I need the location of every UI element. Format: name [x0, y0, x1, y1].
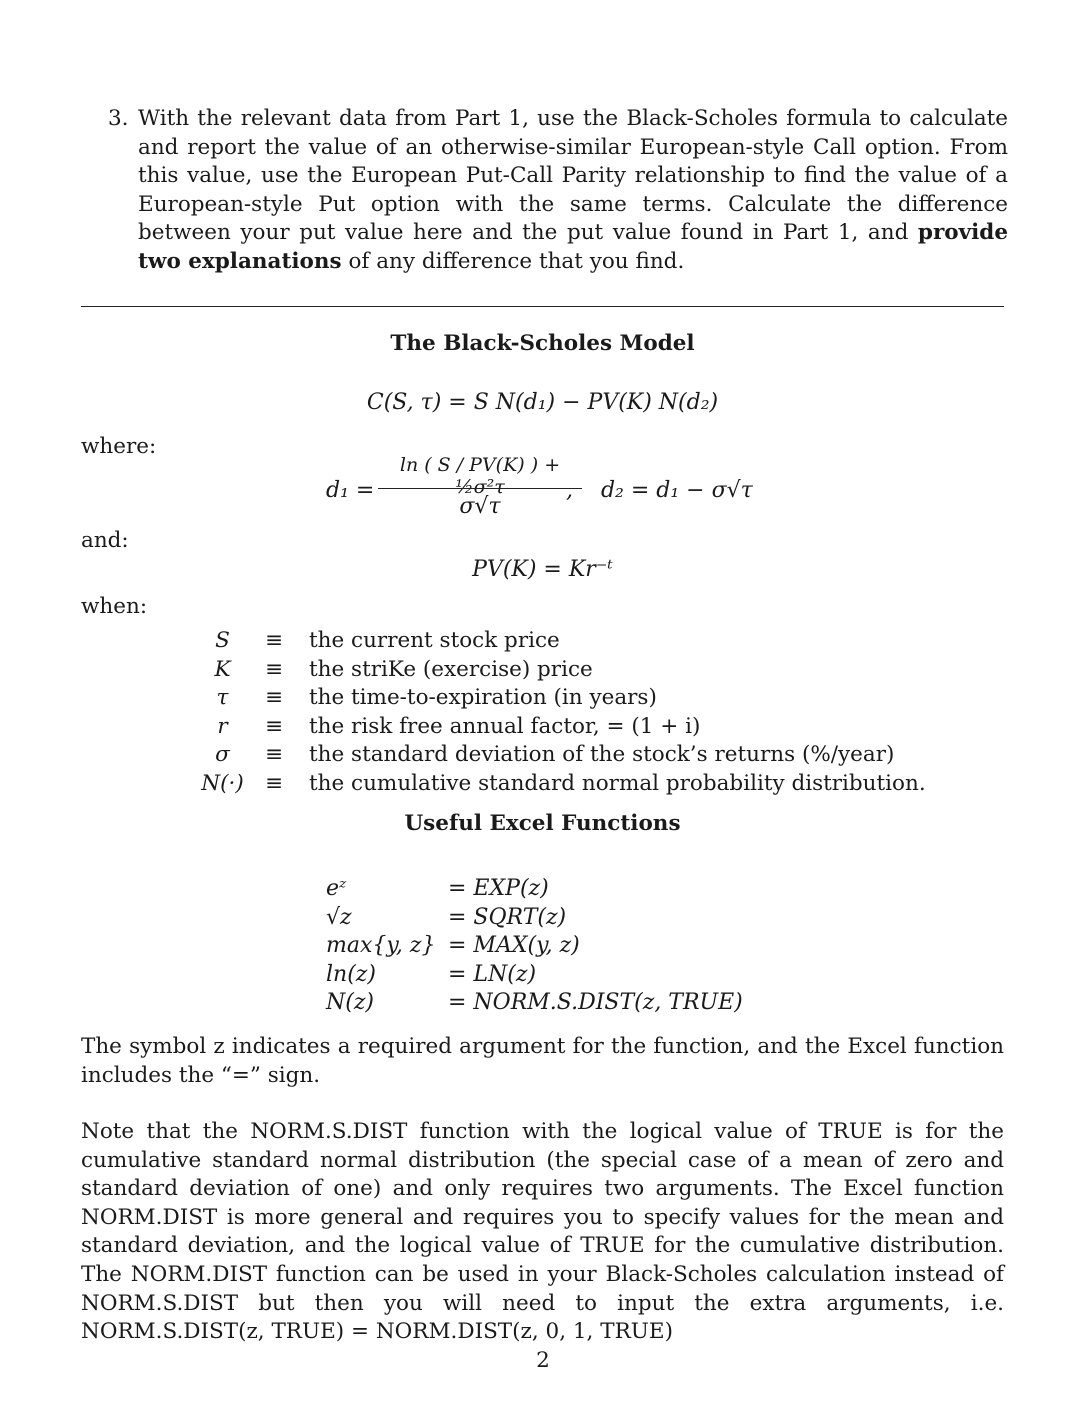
d1-numerator: ln ( S / PV(K) ) + ½σ²τ: [399, 454, 561, 498]
definition-text: the standard deviation of the stock’s returns (%/year): [309, 742, 895, 767]
function-excel: = SQRT(z): [448, 904, 567, 930]
function-math: eᶻ: [326, 876, 347, 901]
definition-symbol: τ: [216, 685, 229, 710]
black-scholes-formula: C(S, τ) = S N(d₁) − PV(K) N(d₂): [366, 390, 719, 415]
question-number: 3.: [108, 106, 129, 131]
symbol-note-paragraph: The symbol z indicates a required argument for the function, and the Excel function includes the “=” sign.: [81, 1034, 1004, 1088]
d1-fraction-bar: [378, 488, 582, 489]
question-text-end: of any difference that you find.: [341, 248, 685, 274]
function-math: ln(z): [326, 961, 376, 987]
definition-equiv: ≡: [265, 685, 284, 710]
norm-dist-note-paragraph: Note that the NORM.S.DIST function with the logical value of TRUE is for the cumulative standard normal distribution (the special case of a mean of zero and standard deviation of one) and only requires two arguments. The Excel function NORM.DIST is more general and requires you to specify values for the mean and standard deviation, and the logical value of TRUE for the cumulative distribution. The NORM.DIST function can be used in your Black-Scholes calculation instead of NORM.S.DIST but then you will need to input the extra arguments, i.e. NORM.S.DIST(z, TRUE) = NORM.DIST(z, 0, 1, TRUE): [81, 1119, 1004, 1345]
definition-symbol: S: [215, 628, 230, 653]
where-label: where:: [81, 434, 157, 459]
definition-text: the striKe (exercise) price: [309, 656, 593, 682]
section-divider: [81, 306, 1004, 307]
function-math: N(z): [326, 990, 375, 1016]
definition-equiv: ≡: [265, 770, 284, 796]
definition-equiv: ≡: [265, 628, 284, 653]
definition-symbol: σ: [215, 742, 230, 767]
definition-text: the time-to-expiration (in years): [309, 685, 657, 710]
definition-symbol: r: [217, 713, 228, 739]
function-excel: = EXP(z): [448, 876, 549, 901]
question-text: [138, 105, 1008, 277]
question-bold-text: provide two explanations: [138, 220, 1008, 274]
model-title: The Black-Scholes Model: [390, 331, 695, 356]
d2-formula: , d₂ = d₁ − σ√τ: [566, 478, 753, 503]
question-text-start: With the relevant data from Part 1, use the Black-Scholes formula to calculate and report the value of an otherwise-similar European-style Call option. From this value, use the European Put-Call Parity relationship to find the value of a European-style Put option with the same terms. Calculate the difference between your put value here and the put value found in Part 1, and: [138, 106, 1008, 246]
question-3: [108, 105, 1008, 277]
function-excel: = MAX(y, z): [448, 933, 580, 959]
definition-text: the current stock price: [309, 628, 560, 653]
function-excel: = NORM.S.DIST(z, TRUE): [448, 990, 743, 1016]
definition-text: the risk free annual factor, = (1 + i): [309, 713, 701, 739]
excel-title: Useful Excel Functions: [404, 811, 681, 836]
page-number: 2: [536, 1348, 550, 1373]
pv-formula: PV(K) = Kr⁻ᵗ: [472, 557, 613, 582]
d1-lhs: d₁ =: [326, 478, 375, 503]
definition-equiv: ≡: [265, 742, 284, 767]
d1-denominator: σ√τ: [459, 494, 501, 519]
definition-symbol: N(·): [201, 770, 244, 796]
definition-equiv: ≡: [265, 656, 284, 682]
and-label: and:: [81, 528, 129, 553]
function-math: √z: [326, 904, 352, 930]
definition-equiv: ≡: [265, 713, 284, 739]
d1-d2-formulas: [326, 448, 786, 528]
when-label: when:: [81, 594, 148, 619]
function-math: max{y, z}: [326, 933, 436, 959]
definition-text: the cumulative standard normal probability distribution.: [309, 770, 926, 796]
definition-symbol: K: [214, 656, 231, 682]
function-excel: = LN(z): [448, 961, 537, 987]
